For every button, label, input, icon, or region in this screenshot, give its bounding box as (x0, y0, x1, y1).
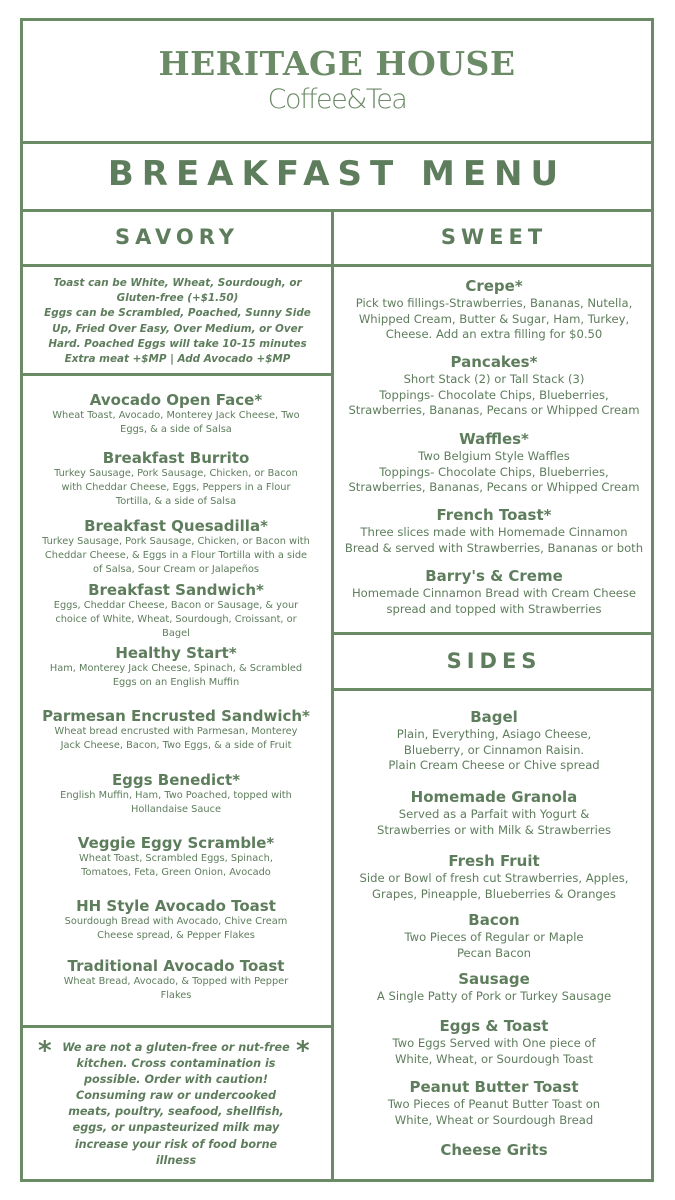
menu-item-name: Waffles* (459, 430, 529, 448)
menu-item (338, 566, 650, 617)
menu-item (26, 897, 326, 943)
disclaimer-line: increase your risk of food borne illness (74, 1137, 278, 1167)
menu-item-name: Peanut Butter Toast (409, 1078, 579, 1096)
menu-item-name: Veggie Eggy Scramble* (77, 834, 275, 852)
menu-item-description: Hollandaise Sauce (130, 804, 222, 815)
menu-item-description: Cheese spread, & Pepper Flakes (97, 930, 255, 941)
section-title-sweet: SWEET (440, 225, 548, 249)
menu-item (338, 429, 650, 496)
menu-item-description: Turkey Sausage, Pork Sausage, Chicken, or Bacon with (42, 536, 310, 547)
menu-item-name: HH Style Avocado Toast (76, 897, 276, 915)
menu-item-description: Bread & served with Strawberries, Bananas or both (344, 540, 644, 555)
menu-item-description: Strawberries, Bananas, Pecans or Whipped Cream (348, 403, 640, 417)
brand-subtitle: Coffee&Tea (267, 84, 407, 115)
menu-title: BREAKFAST MENU (107, 154, 567, 194)
menu-item-description: choice of White, Wheat, Sourdough, Croissant, or (55, 614, 297, 625)
menu-item (338, 1016, 650, 1067)
menu-item-description: Eggs on an English Muffin (112, 677, 240, 688)
menu-item-description: Plain Cream Cheese or Chive spread (388, 758, 600, 772)
menu-item-description: Ham, Monterey Jack Cheese, Spinach, & Scrambled (49, 663, 303, 674)
asterisk-right: * (296, 1036, 310, 1066)
menu-item-description: Cheese. Add an extra filling for $0.50 (385, 327, 603, 341)
menu-item (26, 707, 326, 753)
savory-notes (40, 276, 315, 367)
asterisk-left: * (38, 1036, 52, 1066)
menu-item-description: Side or Bowl of fresh cut Strawberries, Apples, (359, 871, 629, 885)
menu-item-description: Whipped Cream, Butter & Sugar, Ham, Turkey, (358, 311, 630, 326)
menu-item (26, 517, 326, 577)
menu-item-name: Breakfast Burrito (102, 449, 250, 467)
menu-item-description: Two Pieces of Peanut Butter Toast on (387, 1097, 601, 1111)
menu-item-description: Blueberry, or Cinnamon Raisin. (403, 742, 585, 757)
menu-item-description: A Single Patty of Pork or Turkey Sausage (376, 989, 612, 1003)
menu-item-description: Cheddar Cheese, & Eggs in a Flour Tortilla with a side (44, 550, 308, 561)
menu-item-name: Eggs & Toast (439, 1017, 549, 1035)
allergen-disclaimer (58, 1040, 294, 1169)
menu-item-name: Pancakes* (450, 353, 538, 371)
menu-item-name: Avocado Open Face* (89, 391, 263, 409)
menu-item-description: White, Wheat, or Sourdough Toast (394, 1051, 594, 1066)
menu-item-description: Tomatoes, Feta, Green Onion, Avocado (81, 867, 271, 878)
menu-item (338, 352, 650, 419)
menu-item (338, 851, 650, 902)
divider-header (20, 141, 654, 144)
divider-notes (20, 373, 334, 376)
menu-item (26, 771, 326, 817)
divider-columns (331, 209, 334, 1182)
divider-section-titles (20, 264, 654, 267)
note-line: Gluten-free (+$1.50) (116, 292, 239, 305)
menu-item-name: Crepe* (465, 277, 523, 295)
menu-item-description: Bagel (162, 628, 190, 639)
menu-item (338, 787, 650, 838)
menu-item-name: Barry's & Creme (425, 567, 563, 585)
menu-item (338, 1077, 650, 1128)
menu-item-description: White, Wheat or Sourdough Bread (394, 1112, 594, 1127)
menu-item (338, 707, 650, 774)
disclaimer-line: We are not a gluten-free or nut-free (62, 1041, 290, 1054)
divider-sides-bottom (331, 688, 654, 691)
menu-item (338, 276, 650, 343)
menu-item (26, 391, 326, 437)
brand-name: HERITAGE HOUSE (158, 44, 516, 83)
menu-item-description: Flakes (160, 990, 192, 1001)
note-line: Hard. Poached Eggs will take 10-15 minutes (48, 337, 307, 350)
menu-item-name: French Toast* (436, 506, 552, 524)
menu-item-description: Pecan Bacon (456, 945, 532, 960)
menu-item-name: Eggs Benedict* (111, 771, 241, 789)
menu-item-description: Strawberries or with Milk & Strawberries (376, 822, 612, 837)
menu-item-name: Bagel (470, 708, 518, 726)
menu-item (26, 834, 326, 880)
menu-item (338, 505, 650, 556)
menu-item-name: Fresh Fruit (448, 852, 540, 870)
menu-item (338, 910, 650, 961)
section-title-savory: SAVORY (115, 225, 239, 249)
disclaimer-line: Consuming raw or undercooked (76, 1089, 276, 1103)
menu-item (26, 644, 326, 690)
divider-sides-top (331, 632, 654, 635)
menu-item-description: Turkey Sausage, Pork Sausage, Chicken, or Bacon (54, 468, 298, 479)
menu-item-name: Parmesan Encrusted Sandwich* (42, 707, 310, 725)
note-line: Toast can be White, Wheat, Sourdough, or (53, 277, 302, 289)
section-title-sides: SIDES (446, 649, 542, 673)
menu-item-description: Two Eggs Served with One piece of (392, 1036, 596, 1050)
menu-item-description: Toppings- Chocolate Chips, Blueberries, (379, 387, 609, 402)
menu-item (338, 969, 650, 1005)
note-line: Eggs can be Scrambled, Poached, Sunny Side (44, 307, 311, 320)
disclaimer-line: eggs, or unpasteurized milk may (72, 1121, 280, 1135)
menu-item-name: Breakfast Quesadilla* (84, 517, 268, 535)
note-line: Extra meat +$MP | Add Avocado +$MP (64, 353, 291, 366)
menu-item-description: Sourdough Bread with Avocado, Chive Cream (64, 916, 288, 927)
menu-item-name: Bacon (468, 911, 520, 929)
disclaimer-line: kitchen. Cross contamination is (76, 1057, 276, 1071)
menu-item-description: Served as a Parfait with Yogurt & (398, 807, 590, 821)
menu-item-description: Short Stack (2) or Tall Stack (3) (403, 372, 585, 386)
menu-item-name: Cheese Grits (440, 1141, 548, 1159)
menu-item-description: Grapes, Pineapple, Blueberries & Oranges (372, 886, 616, 901)
menu-item-description: with Cheddar Cheese, Eggs, Peppers in a Flour (61, 482, 291, 493)
menu-item-description: Three slices made with Homemade Cinnamon (360, 525, 628, 539)
disclaimer-line: meats, poultry, seafood, shellfish, (68, 1105, 284, 1119)
menu-item (26, 449, 326, 509)
menu-item-description: Eggs, & a side of Salsa (120, 424, 232, 435)
menu-item (26, 581, 326, 641)
menu-item-name: Traditional Avocado Toast (67, 957, 285, 975)
menu-item-description: Wheat Bread, Avocado, & Topped with Pepper (63, 976, 289, 987)
menu-item-description: Homemade Cinnamon Bread with Cream Cheese (351, 586, 637, 600)
menu-item-name: Sausage (458, 970, 530, 988)
menu-item-description: Tortilla, & a side of Salsa (115, 496, 237, 507)
menu-item (26, 957, 326, 1003)
divider-disclaimer (20, 1025, 334, 1028)
menu-item-description: Toppings- Chocolate Chips, Blueberries, (379, 464, 609, 479)
menu-item-description: Plain, Everything, Asiago Cheese, (396, 727, 592, 741)
menu-item-description: spread and topped with Strawberries (386, 601, 602, 616)
menu-item-description: Wheat Toast, Avocado, Monterey Jack Cheese, Two (52, 410, 300, 421)
menu-item-description: Strawberries, Bananas, Pecans or Whipped Cream (348, 480, 640, 494)
menu-item-description: Jack Cheese, Bacon, Two Eggs, & a side of Fruit (60, 740, 292, 751)
disclaimer-line: possible. Order with caution! (84, 1073, 268, 1087)
menu-item-description: of Salsa, Sour Cream or Jalapeños (92, 564, 260, 575)
menu-item-description: Wheat Toast, Scrambled Eggs, Spinach, (79, 853, 273, 864)
menu-item-description: Wheat bread encrusted with Parmesan, Monterey (54, 726, 298, 737)
menu-item-name: Breakfast Sandwich* (88, 581, 264, 599)
menu-item (338, 1140, 650, 1160)
menu-item-description: Two Belgium Style Waffles (418, 449, 570, 463)
menu-item-description: English Muffin, Ham, Two Poached, topped with (60, 790, 292, 801)
menu-item-description: Two Pieces of Regular or Maple (404, 930, 584, 944)
menu-item-description: Pick two fillings-Strawberries, Bananas, Nutella, (355, 296, 633, 310)
menu-item-description: Eggs, Cheddar Cheese, Bacon or Sausage, & your (53, 600, 299, 611)
divider-title (20, 209, 654, 212)
menu-item-name: Homemade Granola (410, 788, 578, 806)
menu-item-name: Healthy Start* (115, 644, 237, 662)
note-line: Up, Fried Over Easy, Over Medium, or Over (52, 322, 303, 335)
